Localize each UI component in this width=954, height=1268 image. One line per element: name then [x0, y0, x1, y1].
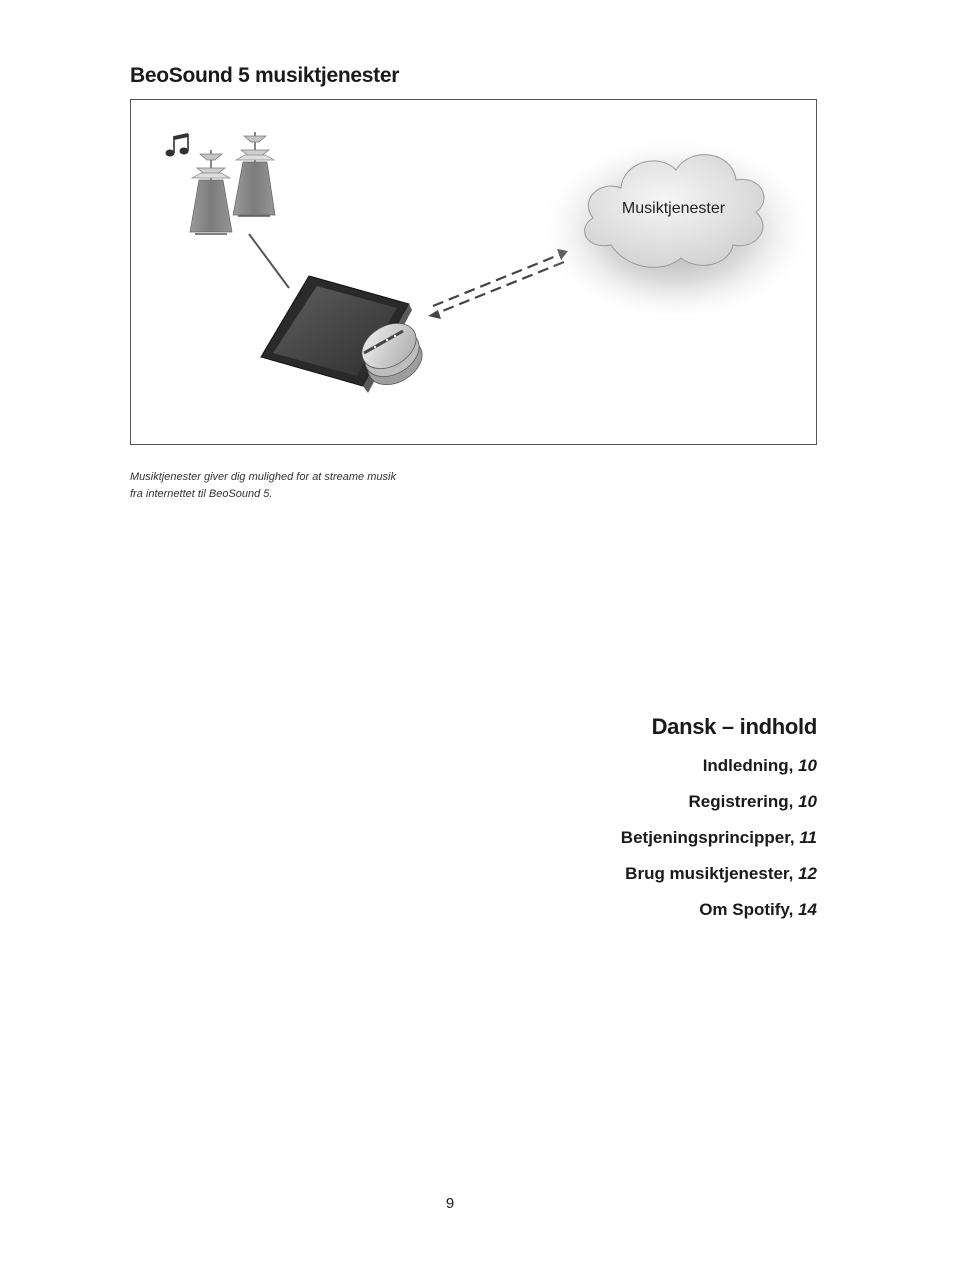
speaker-connection-line	[249, 234, 289, 288]
bidirectional-arrow-icon	[428, 249, 568, 319]
toc-item-page: 12	[798, 864, 817, 883]
music-notes-icon	[166, 133, 189, 157]
toc-item-page: 11	[799, 828, 817, 847]
illustration	[131, 100, 817, 445]
toc-item-betjeningsprincipper[interactable]	[621, 826, 817, 862]
toc-item-label: Betjeningsprincipper,	[620, 828, 795, 847]
caption-line: Musiktjenester giver dig mulighed for at streame musik	[130, 471, 396, 483]
toc-item-om-spotify[interactable]	[621, 898, 817, 934]
table-of-contents	[621, 714, 817, 934]
caption-line: fra internettet til BeoSound 5.	[130, 488, 273, 500]
toc-item-label: Indledning,	[702, 756, 794, 775]
cloud-icon	[536, 125, 816, 315]
beosound-5-device-icon	[261, 276, 430, 394]
toc-item-registrering[interactable]	[621, 790, 817, 826]
illustration-frame	[130, 99, 817, 445]
toc-item-label: Registrering,	[688, 792, 794, 811]
toc-item-indledning[interactable]	[621, 754, 817, 790]
toc-item-label: Brug musiktjenester,	[625, 864, 794, 883]
toc-item-brug-musiktjenester[interactable]	[621, 862, 817, 898]
toc-item-page: 10	[798, 756, 817, 775]
cloud-label: Musiktjenester	[621, 200, 726, 217]
toc-item-page: 14	[798, 900, 817, 919]
section-title: BeoSound 5 musiktjenester	[130, 64, 400, 87]
toc-list	[621, 754, 817, 934]
toc-item-label: Om Spotify,	[699, 900, 794, 919]
speaker-icon	[190, 150, 232, 234]
speaker-icon	[233, 132, 275, 216]
page-number: 9	[445, 1195, 455, 1212]
toc-heading: Dansk – indhold	[651, 714, 817, 739]
toc-item-page: 10	[798, 792, 817, 811]
figure-caption	[130, 469, 430, 503]
